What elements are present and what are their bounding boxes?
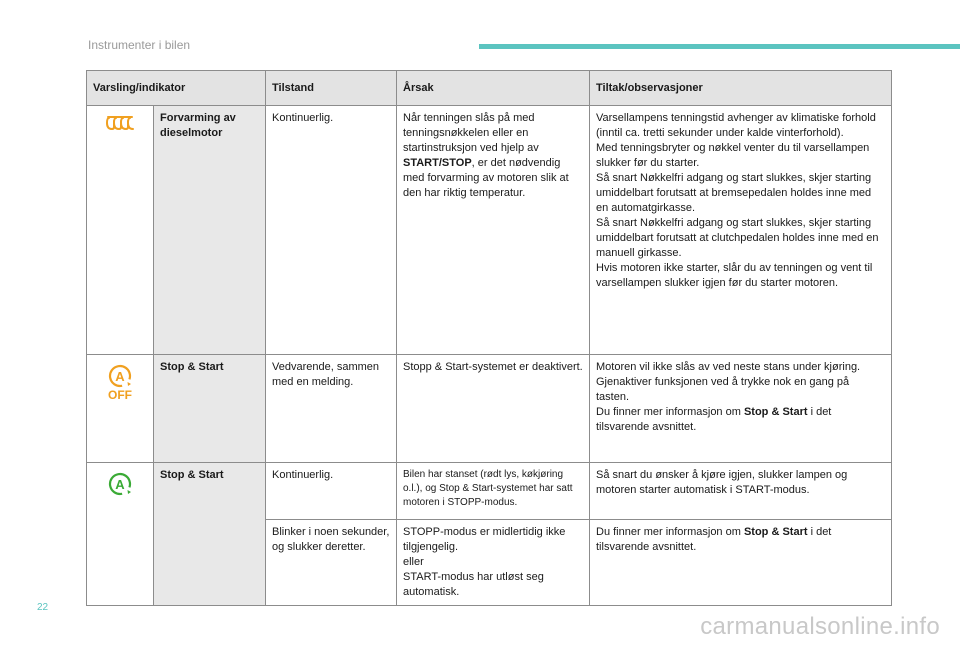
indicator-name: Stop & Start	[154, 463, 266, 606]
indicator-icon-cell	[87, 355, 154, 463]
action-cell: Så snart du ønsker å kjøre igjen, slukker lampen og motoren starter automatisk i START-modus.	[590, 463, 892, 520]
cause-cell: Bilen har stanset (rødt lys, køkjøring o.l.), og Stop & Start-systemet har satt motoren i STOPP-modus.	[397, 463, 590, 520]
warning-lights-table	[86, 70, 892, 606]
section-title: Instrumenter i bilen	[88, 38, 191, 52]
cause-cell: Stopp & Start-systemet er deaktivert.	[397, 355, 590, 463]
indicator-icon-cell	[87, 106, 154, 355]
indicator-name: Forvarming av dieselmotor	[154, 106, 266, 355]
page-number: 22	[37, 602, 49, 613]
table-row	[87, 106, 892, 355]
col-header-state: Tilstand	[266, 71, 397, 106]
stop-start-icon	[105, 471, 135, 499]
state-cell: Kontinuerlig.	[266, 106, 397, 355]
header-accent-bar	[479, 44, 960, 49]
action-text: i det tilsvarende avsnittet.	[596, 526, 832, 553]
cause-line: STOPP-modus er midlertidig ikke tilgjengelig.	[403, 526, 566, 553]
action-line: Hvis motoren ikke starter, slår du av tenningen og vent til varsellampen slukker igjen før du starter motoren.	[596, 262, 873, 289]
action-line: Gjenaktiver funksjonen ved å trykke nok en gang på tasten.	[596, 376, 850, 403]
col-header-indicator: Varsling/indikator	[87, 71, 266, 106]
action-cell	[590, 106, 892, 355]
cause-text: , er det nødvendig med forvarming av motoren slik at den har riktig temperatur.	[403, 157, 569, 199]
col-header-action: Tiltak/observasjoner	[590, 71, 892, 106]
table-row	[87, 355, 892, 463]
off-label: OFF	[108, 388, 132, 401]
cause-cell	[397, 106, 590, 355]
action-cell	[590, 355, 892, 463]
stop-start-off-icon	[105, 363, 135, 401]
table-header-row	[87, 71, 892, 106]
cause-text: Når tenningen slås på med tenningsnøkkelen eller en startinstruksjon ved hjelp av	[403, 112, 539, 154]
action-line: Så snart Nøkkelfri adgang og start slukkes, skjer starting umiddelbart forutsatt at clutchpedalen holdes inne med en manuell girkasse.	[596, 217, 879, 259]
svg-text:A: A	[115, 477, 125, 492]
state-cell: Blinker i noen sekunder, og slukker deretter.	[266, 520, 397, 606]
cause-line: START-modus har utløst seg automatisk.	[403, 571, 544, 598]
action-line: Med tenningsbryter og nøkkel venter du til varsellampen slukker før du starter.	[596, 142, 870, 169]
cause-cell	[397, 520, 590, 606]
col-header-cause: Årsak	[397, 71, 590, 106]
action-line: Motoren vil ikke slås av ved neste stans under kjøring.	[596, 361, 861, 373]
cause-bold-text: START/STOP	[403, 157, 472, 169]
action-text: i det tilsvarende avsnittet.	[596, 406, 832, 433]
action-line	[596, 405, 885, 435]
glow-plug-icon	[106, 114, 134, 134]
state-cell: Kontinuerlig.	[266, 463, 397, 520]
action-line: Så snart Nøkkelfri adgang og start slukkes, skjer starting umiddelbart forutsatt at bremsepedalen holdes inne med en automatgirkasse.	[596, 172, 872, 214]
table-row	[87, 463, 892, 520]
action-text: Du finner mer informasjon om	[596, 406, 744, 418]
action-cell	[590, 520, 892, 606]
action-line: Varsellampens tenningstid avhenger av klimatiske forhold (inntil ca. tretti sekunder under kalde vinterforhold).	[596, 112, 876, 139]
action-bold-text: Stop & Start	[743, 526, 808, 538]
cause-line: eller	[403, 556, 424, 568]
indicator-name: Stop & Start	[154, 355, 266, 463]
svg-text:A: A	[115, 369, 125, 384]
indicator-icon-cell	[87, 463, 154, 606]
action-bold-text: Stop & Start	[743, 406, 808, 418]
state-cell: Vedvarende, sammen med en melding.	[266, 355, 397, 463]
watermark: carmanualsonline.info	[700, 613, 940, 640]
action-text: Du finner mer informasjon om	[596, 526, 744, 538]
